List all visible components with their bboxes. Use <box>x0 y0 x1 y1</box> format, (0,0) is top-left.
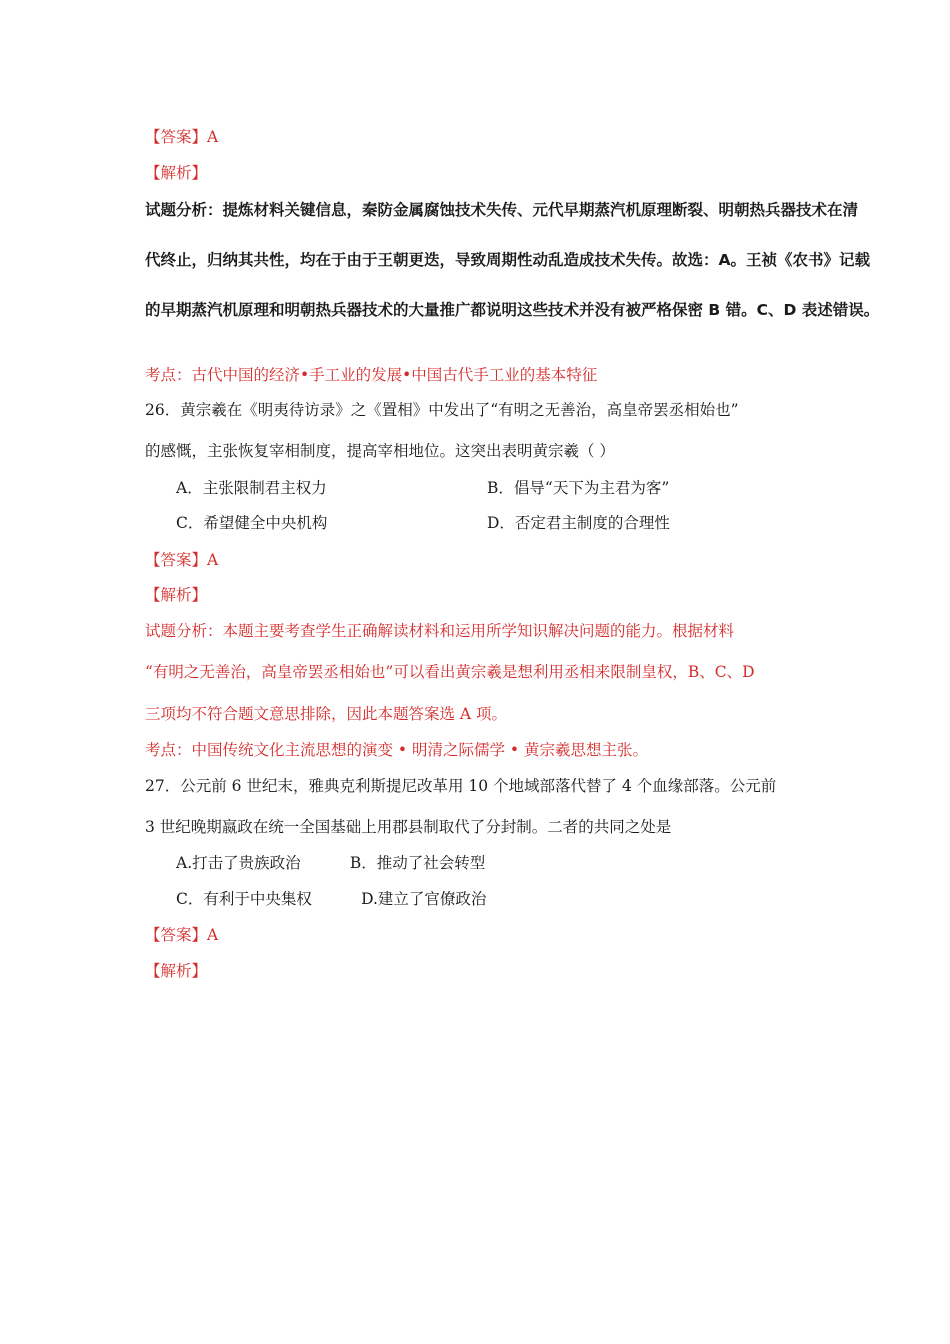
q26-analysis-line-2: “有明之无善治，高皇帝罢丞相始也”可以看出黄宗羲是想利用丞相来限制皇权，B、C、D <box>145 663 755 681</box>
q26-analysis-line-1: 试题分析：本题主要考查学生正确解读材料和运用所学知识解决问题的能力。根据材料 <box>145 622 735 640</box>
q27-options-line-2: C．有利于中央集权 D.建立了官僚政治 <box>176 890 487 908</box>
q26-option-a: A．主张限制君主权力 <box>176 479 327 497</box>
q27-answer: 【答案】A <box>145 926 219 944</box>
q26-analysis-label: 【解析】 <box>145 586 208 604</box>
q27-stem-line-2: 3 世纪晚期嬴政在统一全国基础上用郡县制取代了分封制。二者的共同之处是 <box>145 818 672 836</box>
q26-option-d: D．否定君主制度的合理性 <box>487 514 670 532</box>
q26-stem-line-1: 26．黄宗羲在《明夷待访录》之《置相》中发出了“有明之无善治，高皇帝罢丞相始也” <box>145 401 739 419</box>
q25-analysis-label: 【解析】 <box>145 164 208 182</box>
q26-option-b: B．倡导“天下为主君为客” <box>487 479 670 497</box>
q26-answer: 【答案】A <box>145 551 219 569</box>
q27-stem-line-1: 27．公元前 6 世纪末，雅典克利斯提尼改革用 10 个地域部落代替了 4 个血缘部落。公元前 <box>145 777 777 795</box>
q26-option-c: C．希望健全中央机构 <box>176 514 328 532</box>
q25-answer: 【答案】A <box>145 128 219 146</box>
q25-analysis-line-3: 的早期蒸汽机原理和明朝热兵器技术的大量推广都说明这些技术并没有被严格保密 B 错。C、D 表述错误。 <box>145 301 880 319</box>
q25-analysis-line-2: 代终止，归纳其共性，均在于由于王朝更迭，导致周期性动乱造成技术失传。故选：A。王祯《农书》记载 <box>145 251 870 269</box>
q25-point: 考点：古代中国的经济•手工业的发展•中国古代手工业的基本特征 <box>145 366 598 384</box>
q26-stem-line-2: 的感慨，主张恢复宰相制度，提高宰相地位。这突出表明黄宗羲（ ） <box>145 442 615 460</box>
q26-analysis-line-3: 三项均不符合题文意思排除，因此本题答案选 A 项。 <box>145 705 508 723</box>
q25-analysis-line-1: 试题分析：提炼材料关键信息，秦防金属腐蚀技术失传、元代早期蒸汽机原理断裂、明朝热兵器技术在清 <box>145 201 859 219</box>
q27-analysis-label: 【解析】 <box>145 962 208 980</box>
q26-point: 考点：中国传统文化主流思想的演变 • 明清之际儒学 • 黄宗羲思想主张。 <box>145 741 648 759</box>
q27-options-line-1: A.打击了贵族政治 B．推动了社会转型 <box>176 854 486 872</box>
